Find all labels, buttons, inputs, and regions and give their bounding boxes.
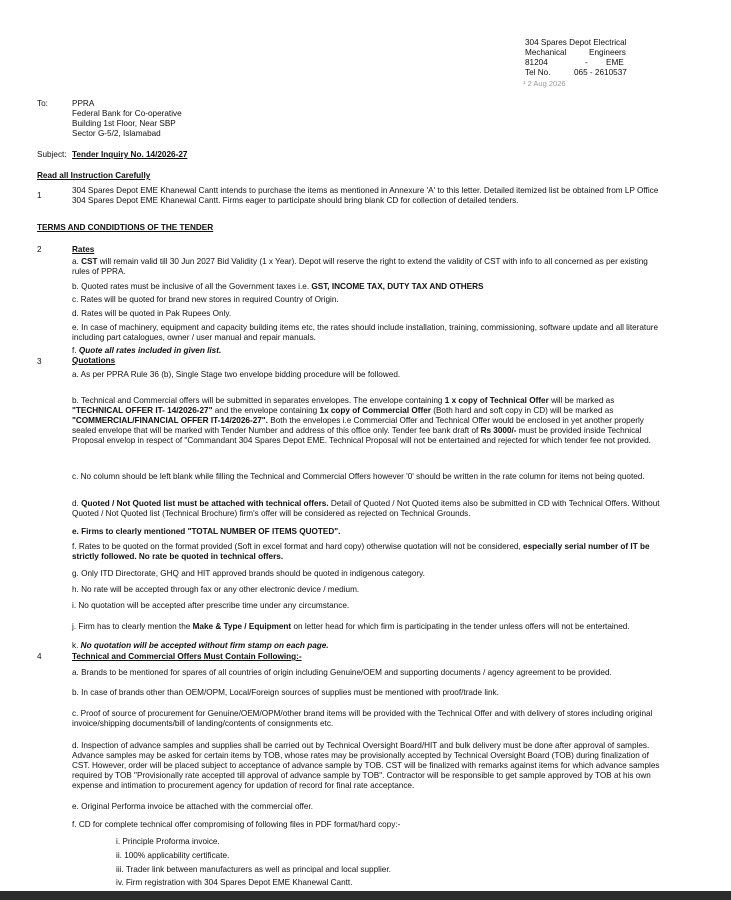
offers-f-list-item: i. Principle Proforma invoice. [116, 837, 220, 846]
offers-f-list-item: iv. Firm registration with 304 Spares Depot EME Khanewal Cantt. [116, 878, 353, 887]
intro-line: 304 Spares Depot EME Khanewal Cantt. Firms eager to participate should bring blank CD for collection of detailed tenders. [72, 196, 519, 205]
section-number: 4 [37, 652, 42, 661]
quotations-b-line: "COMMERCIAL/FINANCIAL OFFER IT-14/2026-27". Both the envelopes i.e Commercial Offer and Technical Offer would be enclosed in yet another properly [72, 416, 644, 425]
sender-date: ¹ 2 Aug 2026 [523, 79, 566, 88]
to-line: PPRA [72, 99, 95, 108]
offers-d-line: expense and intimation to procurement agency for updation of record for final rate acceptance. [72, 781, 415, 790]
section-title-quotations: Quotations [72, 356, 116, 365]
quotations-i: i. No quotation will be accepted after prescribe time under any circumstance. [72, 601, 350, 610]
quotations-f-line: f. Rates to be quoted on the format provided (Soft in excel format and hard copy) otherwise quotation will not be considered, especially serial number of IT be [72, 542, 650, 551]
section-title-rates: Rates [72, 245, 95, 254]
quotations-d-line: d. Quoted / Not Quoted list must be attached with technical offers. Detail of Quoted / Not Quoted items also be submitted in CD with Technical Offers. Without [72, 499, 660, 508]
offers-d-line: required by TOB "Provisionally rate accepted till approval of advance sample by TOB". Contractor will be responsible to get sample approved by TOB at his own [72, 771, 651, 780]
quotations-k: k. No quotation will be accepted without firm stamp on each page. [72, 641, 329, 650]
rates-b: b. Quoted rates must be inclusive of all the Government taxes i.e. GST, INCOME TAX, DUTY TAX AND OTHERS [72, 282, 484, 291]
rates-a-line: rules of PPRA. [72, 267, 126, 276]
para-number: 1 [37, 191, 42, 200]
quotations-d-line: Quoted / Not Quoted list (Technical Brochure) firm's offer will be considered as rejected on Technical Grounds. [72, 509, 471, 518]
rates-a-line: a. CST will remain valid till 30 Jun 2027 Bid Validity (1 x Year). Depot will reserve the right to extend the validity of CST with info to all concerned as per existing [72, 257, 648, 266]
offers-f: f. CD for complete technical offer compromising of following files in PDF format/hard copy:- [72, 820, 401, 829]
rates-e-line: e. In case of machinery, equipment and capacity building items etc, the rates should include installation, training, commissioning, software update and all literature [72, 323, 659, 332]
offers-d-line: d. Inspection of advance samples and supplies shall be carried out by Technical Oversight Board/HIT and bulk delivery must be done after approval of samples. [72, 741, 650, 750]
quotations-f-line: strictly followed. No rate be quoted in technical offers. [72, 552, 284, 561]
rates-d: d. Rates will be quoted in Pak Rupees Only. [72, 309, 232, 318]
offers-c-line: c. Proof of source of procurement for Genuine/OEM/OPM/other brand items will be provided with the Technical Offer and with delivery of stores including original [72, 709, 653, 718]
sender-line1: 304 Spares Depot Electrical [525, 38, 627, 47]
viewer-bottom-bar [0, 891, 731, 900]
sender-eme: EME [606, 58, 624, 67]
section-number: 3 [37, 357, 42, 366]
subject-label: Subject: [37, 150, 67, 159]
quotations-j: j. Firm has to clearly mention the Make & Type / Equipment on letter head for which firm is participating in the tender unless offers will not be entertained. [72, 622, 630, 631]
quotations-g: g. Only ITD Directorate, GHQ and HIT approved brands should be quoted in indigenous category. [72, 569, 425, 578]
to-line: Building 1st Floor, Near SBP [72, 119, 176, 128]
offers-a: a. Brands to be mentioned for spares of all countries of origin including Genuine/OEM and supporting documents / agency agreement to be provided. [72, 668, 612, 677]
quotations-a: a. As per PPRA Rule 36 (b), Single Stage two envelope bidding procedure will be followed. [72, 370, 401, 379]
offers-d-line: Advance samples may be asked for certain items by TOB, whose rates may be provisionally accepted by Technical Oversight Board (TOB) during finalization of [72, 751, 649, 760]
offers-f-list-item: iii. Trader link between manufacturers as well as principal and local supplier. [116, 865, 391, 874]
to-line: Sector G-5/2, Islamabad [72, 129, 161, 138]
rates-c: c. Rates will be quoted for brand new stores in required Country of Origin. [72, 295, 339, 304]
quotations-b-line: "TECHNICAL OFFER IT- 14/2026-27" and the envelope containing 1x copy of Commercial Offer (Both hard and soft copy in CD) will be marked as [72, 406, 614, 415]
read-all-heading: Read all Instruction Carefully [37, 171, 151, 180]
to-line: Federal Bank for Co-operative [72, 109, 182, 118]
sender-engineers: Engineers [589, 48, 626, 57]
offers-b: b. In case of brands other than OEM/OPM, Local/Foreign sources of supplies must be mentioned with proof/trade link. [72, 688, 499, 697]
sender-code: 81204 [525, 58, 548, 67]
sender-tel-label: Tel No. [525, 68, 551, 77]
terms-heading: TERMS AND CONDIDTIONS OF THE TENDER [37, 223, 214, 232]
section-number: 2 [37, 245, 42, 254]
quotations-b-line: sealed envelope that will be marked with Tender Number and address of this office only. Tender fee bank draft of Rs 3000/- must be provided inside Technical [72, 426, 642, 435]
sender-dash: - [585, 58, 588, 67]
to-label: To: [37, 99, 48, 108]
section-title-offers: Technical and Commercial Offers Must Contain Following:- [72, 652, 302, 661]
quotations-h: h. No rate will be accepted through fax or any other electronic device / medium. [72, 585, 360, 594]
quotations-b-line: b. Technical and Commercial offers will be submitted in separates envelopes. The envelope containing 1 x copy of Technical Offer will be marked as [72, 396, 615, 405]
offers-f-list-item: ii. 100% applicability certificate. [116, 851, 230, 860]
subject-text: Tender Inquiry No. 14/2026-27 [72, 150, 188, 159]
offers-e: e. Original Performa invoice be attached with the commercial offer. [72, 802, 314, 811]
offers-c-line: invoice/shipping documents/bill of landing/contents of consignments etc. [72, 719, 334, 728]
intro-line: 304 Spares Depot EME Khanewal Cantt intends to purchase the items as mentioned in Annexure 'A' to this letter. Detailed itemized list be obtained from LP Office [72, 186, 659, 195]
offers-d-line: CST. However, order will be placed subject to acceptance of advance sample by TOB. CST will be finalized with remarks against items for which advance samples [72, 761, 660, 770]
rates-e-line: including part catalogues, owner / user manual and repair manuals. [72, 333, 316, 342]
quotations-e: e. Firms to clearly mentioned "TOTAL NUMBER OF ITEMS QUOTED". [72, 527, 341, 536]
quotations-c: c. No column should be left blank while filling the Technical and Commercial Offers however '0' should be written in the rate column for items not being quoted. [72, 472, 645, 481]
rates-f: f. Quote all rates included in given list. [72, 346, 222, 355]
quotations-b-line: Proposal envelop in respect of "Commandant 304 Spares Depot EME. Technical Proposal will not be entertained and rejected for which tender fee not provided. [72, 436, 651, 445]
sender-mechanical: Mechanical [525, 48, 567, 57]
sender-tel: 065 - 2610537 [574, 68, 627, 77]
